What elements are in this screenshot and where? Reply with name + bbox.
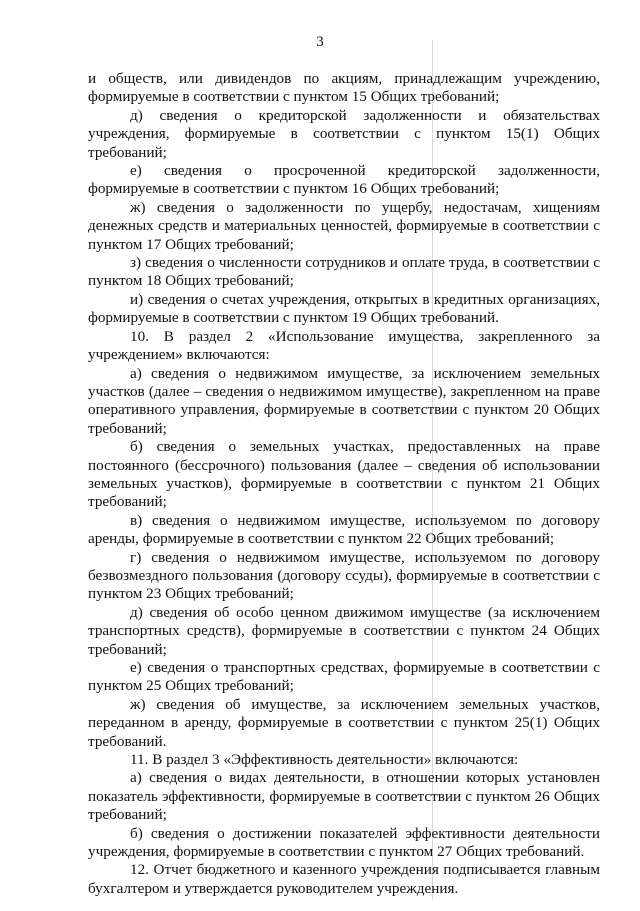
paragraph-10-item-e: е) сведения о транспортных средствах, формируемые в соответствии с пунктом 25 Общих требований;	[88, 659, 600, 695]
paragraph-item-e: е) сведения о просроченной кредиторской задолженности, формируемые в соответствии с пунктом 16 Общих требований;	[88, 162, 600, 198]
paragraph-section-11: 11. В раздел 3 «Эффективность деятельности» включаются:	[130, 751, 519, 769]
paragraph-10-item-d: д) сведения об особо ценном движимом имуществе (за исключением транспортных средств), формируемые в соответствии с пунктом 24 Общих требований;	[88, 603, 600, 658]
paragraph-item-i: и) сведения о счетах учреждения, открытых в кредитных организациях, формируемые в соответствии с пунктом 19 Общих требований.	[88, 290, 600, 327]
paragraph-section-12: 12. Отчет бюджетного и казенного учреждения подписывается главным бухгалтером и утверждается руководителем учреждения.	[88, 861, 600, 897]
paragraph-item-d: д) сведения о кредиторской задолженности и обязательствах учреждения, формируемые в соответствии с пунктом 15(1) Общих требований;	[88, 106, 600, 161]
paragraph-10-item-v: в) сведения о недвижимом имуществе, используемом по договору аренды, формируемые в соответствии с пунктом 22 Общих требований;	[88, 511, 600, 548]
paragraph-item-z: з) сведения о численности сотрудников и оплате труда, в соответствии с пунктом 18 Общих требований;	[88, 254, 600, 290]
paragraph-10-item-g: г) сведения о недвижимом имуществе, используемом по договору безвозмездного пользования (договору ссуды), формируемые в соответствии с пунктом 23 Общих требований;	[88, 548, 600, 603]
paragraph-10-item-a: а) сведения о недвижимом имуществе, за исключением земельных участков (далее – сведения о недвижимом имуществе), закрепленном на праве оперативного управления, формируемые в соответствии с пунктом 20 Общих требований;	[88, 364, 600, 437]
paragraph-10-item-b: б) сведения о земельных участках, предоставленных на праве постоянного (бессрочного) пользования (далее – сведения об использовании земельных участков), формируемые в соответствии с пунктом 21 Общих требований;	[88, 438, 600, 511]
paragraph-11-item-a: а) сведения о видах деятельности, в отношении которых установлен показатель эффективности, формируемые в соответствии с пунктом 26 Общих требований;	[88, 769, 600, 824]
paragraph-section-10: 10. В раздел 2 «Использование имущества, закрепленного за учреждением» включаются:	[88, 327, 600, 364]
paragraph-11-item-b: б) сведения о достижении показателей эффективности деятельности учреждения, формируемые в соответствии с пунктом 27 Общих требований.	[88, 824, 600, 861]
document-body	[88, 70, 600, 898]
paragraph-continuation: и обществ, или дивидендов по акциям, принадлежащим учреждению, формируемые в соответствии с пунктом 15 Общих требований;	[88, 70, 600, 106]
page-number: 3	[316, 34, 324, 50]
paragraph-item-zh: ж) сведения о задолженности по ущербу, недостачам, хищениям денежных средств и материальных ценностей, формируемые в соответствии с пунктом 17 Общих требований;	[88, 198, 600, 253]
paragraph-10-item-zh: ж) сведения об имуществе, за исключением земельных участков, переданном в аренду, формируемые в соответствии с пунктом 25(1) Общих требований.	[88, 695, 600, 750]
